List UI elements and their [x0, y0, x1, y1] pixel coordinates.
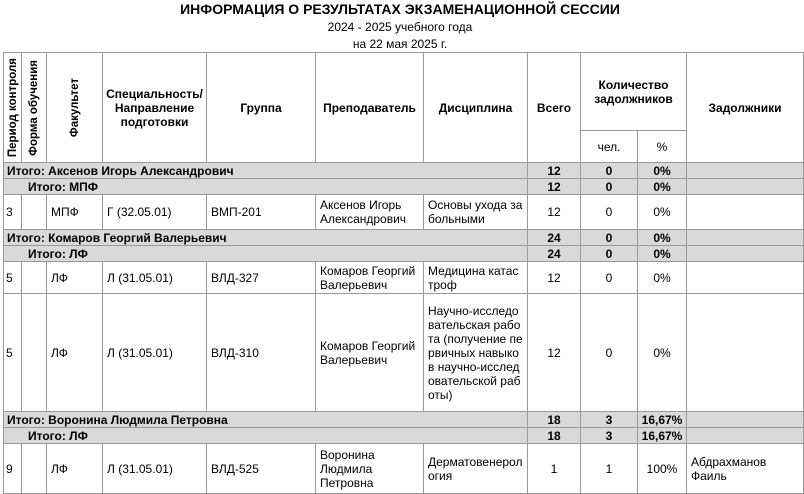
cell-period: 5 — [4, 262, 22, 294]
summary-debtors — [687, 163, 804, 179]
report-title: ИНФОРМАЦИЯ О РЕЗУЛЬТАТАХ ЭКЗАМЕНАЦИОННОЙ СЕССИИ — [180, 1, 620, 17]
cell-form — [22, 444, 47, 494]
table-row — [4, 444, 804, 494]
col-specialty: Специальность/ Направление подготовки — [103, 53, 207, 163]
cell-faculty: ЛФ — [47, 294, 103, 412]
col-form: Форма обучения — [22, 53, 47, 163]
summary-percent: 0% — [638, 230, 687, 246]
cell-faculty: ЛФ — [47, 444, 103, 494]
cell-discipline: Основы ухода за больными — [424, 195, 528, 230]
cell-period: 5 — [4, 294, 22, 412]
cell-total: 12 — [528, 294, 581, 412]
summary-persons: 0 — [581, 179, 638, 195]
col-total: Всего — [528, 53, 581, 163]
cell-teacher: Комаров Георгий Валерьевич — [316, 294, 424, 412]
col-debtors-count: Количество задолжников — [581, 53, 687, 131]
summary-total: 24 — [528, 230, 581, 246]
cell-percent: 0% — [638, 195, 687, 230]
summary-label: Итого: ЛФ — [4, 246, 528, 262]
summary-debtors — [687, 179, 804, 195]
cell-discipline: Дерматовенерология — [424, 444, 528, 494]
cell-form — [22, 294, 47, 412]
results-table — [3, 52, 804, 494]
summary-percent: 0% — [638, 163, 687, 179]
table-row — [4, 262, 804, 294]
col-discipline: Дисциплина — [424, 53, 528, 163]
cell-specialty: Л (31.05.01) — [103, 444, 207, 494]
cell-specialty: Л (31.05.01) — [103, 262, 207, 294]
col-persons: чел. — [581, 131, 638, 163]
summary-percent: 0% — [638, 246, 687, 262]
summary-total: 12 — [528, 163, 581, 179]
cell-debtors — [687, 262, 804, 294]
cell-persons: 1 — [581, 444, 638, 494]
summary-row — [4, 179, 804, 195]
cell-form — [22, 195, 47, 230]
summary-percent: 0% — [638, 179, 687, 195]
cell-group: ВМП-201 — [207, 195, 316, 230]
table-row — [4, 195, 804, 230]
summary-persons: 3 — [581, 412, 638, 428]
cell-teacher: Воронина Людмила Петровна — [316, 444, 424, 494]
summary-label: Итого: Воронина Людмила Петровна — [4, 412, 528, 428]
summary-percent: 16,67% — [638, 412, 687, 428]
summary-row — [4, 163, 804, 179]
report-date: на 22 мая 2025 г. — [352, 37, 448, 51]
cell-debtors — [687, 195, 804, 230]
cell-persons: 0 — [581, 262, 638, 294]
summary-debtors — [687, 230, 804, 246]
cell-group: ВЛД-525 — [207, 444, 316, 494]
summary-total: 18 — [528, 412, 581, 428]
col-debtors: Задолжники — [687, 53, 804, 163]
summary-persons: 3 — [581, 428, 638, 444]
cell-faculty: МПФ — [47, 195, 103, 230]
summary-total: 18 — [528, 428, 581, 444]
cell-form — [22, 262, 47, 294]
cell-specialty: Г (32.05.01) — [103, 195, 207, 230]
summary-row — [4, 246, 804, 262]
col-group: Группа — [207, 53, 316, 163]
cell-persons: 0 — [581, 294, 638, 412]
cell-period: 9 — [4, 444, 22, 494]
cell-debtors — [687, 294, 804, 412]
cell-percent: 0% — [638, 294, 687, 412]
cell-specialty: Л (31.05.01) — [103, 294, 207, 412]
cell-faculty: ЛФ — [47, 262, 103, 294]
summary-label: Итого: Комаров Георгий Валерьевич — [4, 230, 528, 246]
summary-persons: 0 — [581, 163, 638, 179]
summary-label: Итого: Аксенов Игорь Александрович — [4, 163, 528, 179]
col-teacher: Преподаватель — [316, 53, 424, 163]
summary-debtors — [687, 428, 804, 444]
col-period: Период контроля — [4, 53, 22, 163]
table-row — [4, 294, 804, 412]
summary-debtors — [687, 412, 804, 428]
summary-row — [4, 230, 804, 246]
col-percent: % — [638, 131, 687, 163]
cell-teacher: Комаров Георгий Валерьевич — [316, 262, 424, 294]
summary-persons: 0 — [581, 246, 638, 262]
summary-label: Итого: ЛФ — [4, 428, 528, 444]
cell-period: 3 — [4, 195, 22, 230]
summary-debtors — [687, 246, 804, 262]
cell-discipline: Медицина катастроф — [424, 262, 528, 294]
cell-total: 12 — [528, 262, 581, 294]
cell-total: 12 — [528, 195, 581, 230]
col-faculty: Факультет — [47, 53, 103, 163]
summary-row — [4, 412, 804, 428]
cell-percent: 100% — [638, 444, 687, 494]
cell-discipline: Научно-исследовательская работа (получение первичных навыков научно-исследовательской работы) — [424, 294, 528, 412]
cell-persons: 0 — [581, 195, 638, 230]
summary-percent: 16,67% — [638, 428, 687, 444]
summary-row — [4, 428, 804, 444]
cell-percent: 0% — [638, 262, 687, 294]
summary-persons: 0 — [581, 230, 638, 246]
summary-label: Итого: МПФ — [4, 179, 528, 195]
summary-total: 24 — [528, 246, 581, 262]
cell-group: ВЛД-310 — [207, 294, 316, 412]
cell-total: 1 — [528, 444, 581, 494]
academic-year: 2024 - 2025 учебного года — [327, 20, 473, 34]
cell-debtors: Абдрахманов Фаиль — [687, 444, 804, 494]
cell-group: ВЛД-327 — [207, 262, 316, 294]
summary-total: 12 — [528, 179, 581, 195]
cell-teacher: Аксенов Игорь Александрович — [316, 195, 424, 230]
